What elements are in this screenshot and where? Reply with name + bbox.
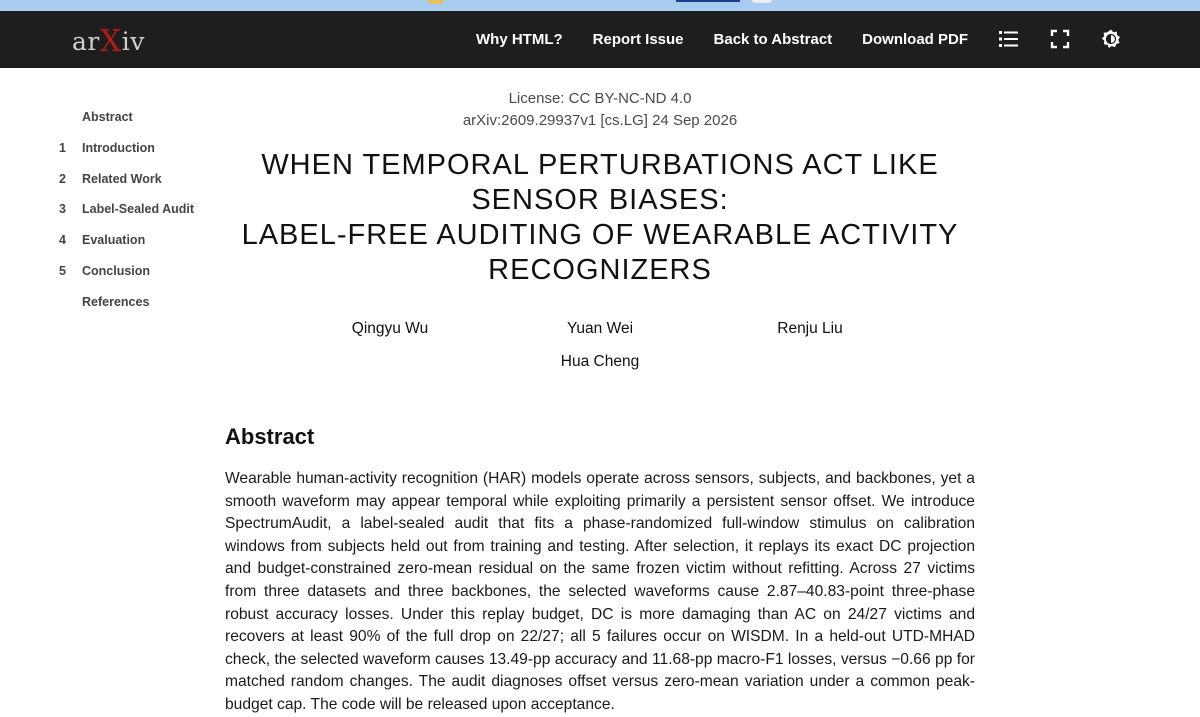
- arxiv-logo[interactable]: [72, 23, 145, 58]
- toc-number: 1: [59, 140, 66, 155]
- toc-item-label-sealed-audit[interactable]: [56, 202, 216, 233]
- fullscreen-icon[interactable]: [1049, 27, 1071, 51]
- toc-label[interactable]: Abstract: [82, 110, 133, 124]
- author-name: Hua Cheng: [560, 353, 640, 370]
- abstract-heading: Abstract: [225, 424, 315, 449]
- license-line: License: CC BY-NC-ND 4.0: [508, 90, 692, 107]
- banner-emoji-fragment: [428, 0, 444, 4]
- navbar-links: [476, 11, 968, 68]
- toc-number: 3: [59, 202, 66, 217]
- download-pdf-link[interactable]: Download PDF: [862, 31, 968, 48]
- logo-text-right: iv: [121, 27, 145, 56]
- toc-item-introduction[interactable]: [56, 141, 216, 172]
- title-line-2: LABEL-FREE AUDITING OF WEARABLE ACTIVITY RECOGNIZERS: [241, 219, 959, 286]
- table-of-contents: [56, 110, 216, 326]
- toc-number: 2: [59, 171, 66, 186]
- author-row: [225, 320, 975, 338]
- toc-label[interactable]: Evaluation: [82, 233, 146, 248]
- toc-label[interactable]: Introduction: [82, 140, 155, 155]
- theme-icon[interactable]: [1100, 27, 1122, 51]
- toc-label[interactable]: References: [82, 294, 150, 309]
- abstract-text: Wearable human-activity recognition (HAR) models operate across sensors, subjects, and backbones, yet a smooth waveform may appear temporal while exploiting primarily a persistent sensor offset. We introduce SpectrumAudit, a label-sealed audit that fits a phase-randomized full-window stimulus on calibration windows from subjects held out from training and testing. After selection, it replays its exact DC projection and budget-constrained zero-mean residual on the same frozen victim without refitting. Across 27 victims from three datasets and three backbones, the selected waveforms cause 2.87–40.83-point three-phase robust accuracy losses. Under this replay budget, DC is more damaging than AC on 24/27 victims and recovers at least 90% of the full drop on 22/27; all 5 failures occur on WISDM. In a held-out UTD-MHAD check, the selected waveform causes 13.49-pp accuracy and 11.68-pp macro-F1 losses, versus −0.66 pp for matched random changes. The audit diagnoses offset versus zero-mean variation under a common peak-budget cap. The code will be released upon acceptance.: [225, 470, 975, 713]
- logo-x: X: [99, 24, 122, 59]
- author-name: Yuan Wei: [566, 320, 634, 337]
- banner-button-fragment[interactable]: [752, 0, 772, 3]
- arxiv-id-line: arXiv:2609.29937v1 [cs.LG] 24 Sep 2026: [462, 112, 738, 129]
- list-icon[interactable]: [998, 27, 1020, 51]
- browser-banner-strip: [0, 0, 1200, 11]
- author-name: Renju Liu: [777, 320, 843, 337]
- back-to-abstract-link[interactable]: Back to Abstract: [713, 31, 833, 48]
- paper-title: [225, 148, 975, 288]
- toc-label[interactable]: Label-Sealed Audit: [82, 202, 195, 217]
- banner-link-fragment[interactable]: [676, 0, 740, 2]
- toc-number: 4: [59, 233, 66, 248]
- top-navbar: [0, 11, 1200, 68]
- why-html-link[interactable]: Why HTML?: [476, 31, 563, 48]
- author-name: Qingyu Wu: [351, 320, 429, 337]
- logo-text-left: ar: [72, 27, 100, 56]
- toc-item-conclusion[interactable]: [56, 264, 216, 295]
- toc-item-related-work[interactable]: [56, 172, 216, 203]
- toc-item-abstract[interactable]: [56, 110, 216, 141]
- toc-item-evaluation[interactable]: [56, 233, 216, 264]
- toc-number: 5: [59, 263, 66, 278]
- toc-item-references[interactable]: [56, 295, 216, 326]
- toc-label[interactable]: Related Work: [82, 171, 162, 186]
- navbar-icons: [998, 27, 1122, 51]
- paper-content: [225, 88, 975, 717]
- title-line-1: WHEN TEMPORAL PERTURBATIONS ACT LIKE SENSOR BIASES:: [261, 149, 939, 216]
- report-issue-link[interactable]: Report Issue: [592, 31, 684, 48]
- toc-label[interactable]: Conclusion: [82, 263, 151, 278]
